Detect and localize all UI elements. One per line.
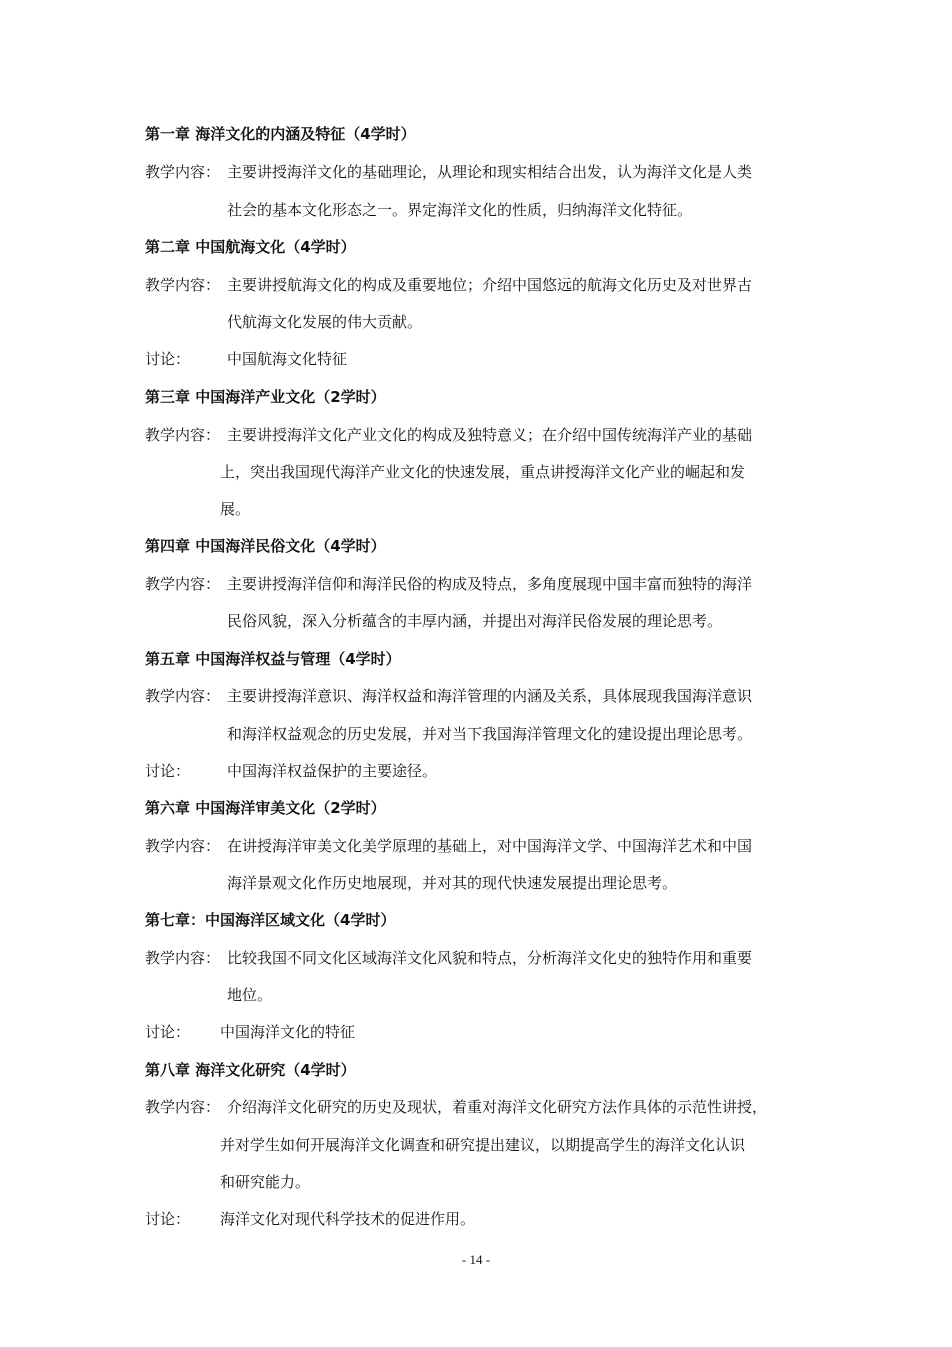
chapter-8-content-line-1: 介绍海洋文化研究的历史及现状，着重对海洋文化研究方法作具体的示范性讲授，: [227, 1098, 768, 1116]
chapter-7-content-label: 教学内容：: [145, 949, 221, 967]
chapter-4-content-line-2: 民俗风貌，深入分析蕴含的丰厚内涵，并提出对海洋民俗发展的理论思考。: [227, 612, 723, 630]
chapter-2-content-label: 教学内容：: [145, 276, 221, 294]
chapter-5-heading: 第五章 中国海洋权益与管理（4学时）: [145, 650, 401, 668]
chapter-7-discussion: 中国海洋文化的特征: [220, 1023, 356, 1041]
chapter-6-heading: 第六章 中国海洋审美文化（2学时）: [145, 799, 386, 817]
chapter-3-content-line-1: 主要讲授海洋文化产业文化的构成及独特意义；在介绍中国传统海洋产业的基础: [227, 426, 753, 444]
chapter-7-heading: 第七章：中国海洋区域文化（4学时）: [145, 911, 396, 929]
chapter-1-content-label: 教学内容：: [145, 163, 221, 181]
chapter-8-content-label: 教学内容：: [145, 1098, 221, 1116]
chapter-3-content-label: 教学内容：: [145, 426, 221, 444]
chapter-4-content-line-1: 主要讲授海洋信仰和海洋民俗的构成及特点，多角度展现中国丰富而独特的海洋: [227, 575, 753, 593]
chapter-4-heading: 第四章 中国海洋民俗文化（4学时）: [145, 537, 386, 555]
chapter-2-discussion-label: 讨论：: [145, 350, 191, 368]
chapter-6-content-line-1: 在讲授海洋审美文化美学原理的基础上，对中国海洋文学、中国海洋艺术和中国: [227, 837, 753, 855]
chapter-1-content-line-1: 主要讲授海洋文化的基础理论，从理论和现实相结合出发，认为海洋文化是人类: [227, 163, 753, 181]
chapter-8-content-line-3: 和研究能力。: [220, 1173, 311, 1191]
chapter-3-heading: 第三章 中国海洋产业文化（2学时）: [145, 388, 386, 406]
page-number: - 14 -: [461, 1252, 491, 1267]
chapter-1-heading: 第一章 海洋文化的内涵及特征（4学时）: [145, 125, 416, 143]
chapter-1-content-line-2: 社会的基本文化形态之一。界定海洋文化的性质，归纳海洋文化特征。: [227, 201, 693, 219]
chapter-5-content-line-1: 主要讲授海洋意识、海洋权益和海洋管理的内涵及关系，具体展现我国海洋意识: [227, 687, 753, 705]
chapter-3-content-line-2: 上，突出我国现代海洋产业文化的快速发展，重点讲授海洋文化产业的崛起和发: [220, 463, 746, 481]
chapter-2-content-line-1: 主要讲授航海文化的构成及重要地位；介绍中国悠远的航海文化历史及对世界古: [227, 276, 753, 294]
chapter-2-discussion: 中国航海文化特征: [227, 350, 348, 368]
chapter-8-content-line-2: 并对学生如何开展海洋文化调查和研究提出建议，以期提高学生的海洋文化认识: [220, 1136, 746, 1154]
chapter-3-content-line-3: 展。: [220, 500, 251, 518]
chapter-8-discussion-label: 讨论：: [145, 1210, 191, 1228]
chapter-6-content-line-2: 海洋景观文化作历史地展现，并对其的现代快速发展提出理论思考。: [227, 874, 678, 892]
chapter-8-discussion: 海洋文化对现代科学技术的促进作用。: [220, 1210, 476, 1228]
chapter-5-discussion: 中国海洋权益保护的主要途径。: [227, 762, 438, 780]
chapter-5-content-line-2: 和海洋权益观念的历史发展，并对当下我国海洋管理文化的建设提出理论思考。: [227, 725, 753, 743]
chapter-5-discussion-label: 讨论：: [145, 762, 191, 780]
chapter-2-heading: 第二章 中国航海文化（4学时）: [145, 238, 356, 256]
chapter-7-content-line-1: 比较我国不同文化区域海洋文化风貌和特点，分析海洋文化史的独特作用和重要: [227, 949, 753, 967]
chapter-6-content-label: 教学内容：: [145, 837, 221, 855]
chapter-2-content-line-2: 代航海文化发展的伟大贡献。: [227, 313, 423, 331]
chapter-4-content-label: 教学内容：: [145, 575, 221, 593]
chapter-7-discussion-label: 讨论：: [145, 1023, 191, 1041]
chapter-8-heading: 第八章 海洋文化研究（4学时）: [145, 1061, 356, 1079]
chapter-5-content-label: 教学内容：: [145, 687, 221, 705]
chapter-7-content-line-2: 地位。: [227, 986, 273, 1004]
